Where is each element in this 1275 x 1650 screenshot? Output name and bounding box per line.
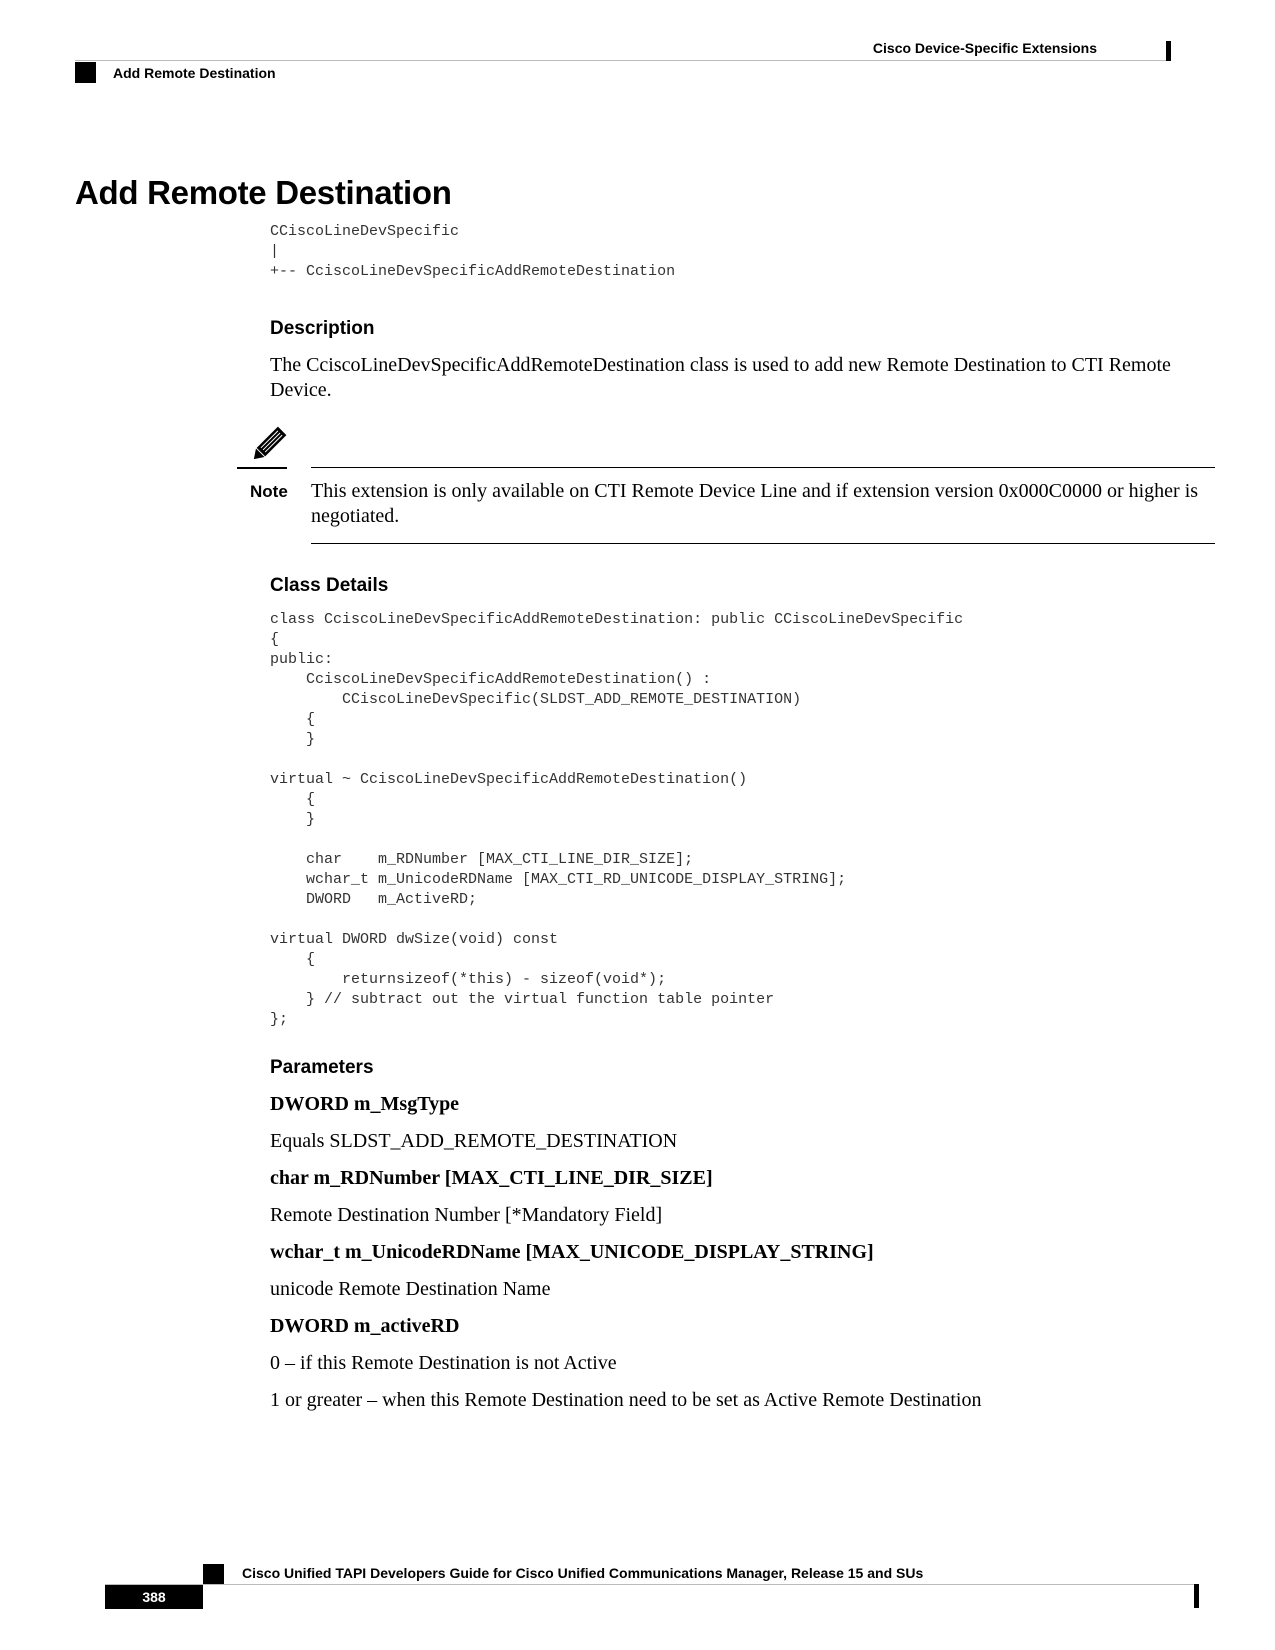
page-title: Add Remote Destination — [75, 174, 452, 211]
note-top-rule — [311, 467, 1215, 468]
note-bottom-rule — [311, 543, 1215, 544]
running-header-section: Add Remote Destination — [113, 65, 276, 81]
header-square-marker — [75, 62, 96, 83]
param-desc-activerd-0: 0 – if this Remote Destination is not Active — [270, 1352, 617, 1374]
pencil-icon — [248, 425, 288, 465]
note-icon-rule — [237, 467, 287, 469]
description-heading: Description — [270, 318, 375, 339]
running-header-chapter: Cisco Device-Specific Extensions — [872, 40, 1097, 56]
class-details-code: class CciscoLineDevSpecificAddRemoteDestination: public CCiscoLineDevSpecific { public: CciscoLineDevSpecificAddRemoteDestination() : CCiscoLineDevSpecific(SLDST_ADD_REMOTE_DESTINATION) { } virtual ~ CciscoLineDevSpecificAddRemoteDestination() { } char m_RDNumber [MAX_CTI_LINE_DIR_SIZE]; wchar_t m_UnicodeRDName [MAX_CTI_RD_UNICODE_DISPLAY_STRING]; DWORD m_ActiveRD; virtual DWORD dwSize(void) const { returnsizeof(*this) - sizeof(void*); } // subtract out the virtual function table pointer }; — [270, 611, 964, 1028]
page-number: 388 — [105, 1585, 203, 1609]
param-desc-msgtype: Equals SLDST_ADD_REMOTE_DESTINATION — [270, 1130, 678, 1152]
param-desc-rdnumber: Remote Destination Number [*Mandatory Field] — [270, 1204, 663, 1226]
param-name-msgtype: DWORD m_MsgType — [270, 1093, 460, 1115]
param-desc-unicoderdname: unicode Remote Destination Name — [270, 1278, 551, 1300]
param-name-unicoderdname: wchar_t m_UnicodeRDName [MAX_UNICODE_DISPLAY_STRING] — [270, 1241, 874, 1263]
description-text: The CciscoLineDevSpecificAddRemoteDestination class is used to add new Remote Destination to CTI Remote Device. — [270, 354, 1171, 401]
class-hierarchy-code: CCiscoLineDevSpecific | +-- CciscoLineDevSpecificAddRemoteDestination — [270, 223, 676, 280]
header-rule-mark — [1166, 41, 1171, 61]
footer-book-title: Cisco Unified TAPI Developers Guide for Cisco Unified Communications Manager, Release 15 and SUs — [242, 1565, 924, 1581]
note-text: This extension is only available on CTI Remote Device Line and if extension version 0x000C0000 or higher is negotiated. — [311, 480, 1199, 527]
param-desc-activerd-1: 1 or greater – when this Remote Destination need to be set as Active Remote Destination — [270, 1389, 982, 1411]
param-name-rdnumber: char m_RDNumber [MAX_CTI_LINE_DIR_SIZE] — [270, 1167, 713, 1189]
footer-rule — [105, 1584, 1199, 1585]
footer-rule-mark — [1194, 1584, 1199, 1608]
class-details-heading: Class Details — [270, 575, 389, 596]
param-name-activerd: DWORD m_activeRD — [270, 1315, 460, 1337]
note-label: Note — [250, 482, 288, 501]
footer-square-marker — [203, 1564, 224, 1584]
parameters-heading: Parameters — [270, 1057, 374, 1078]
header-rule — [75, 60, 1171, 61]
